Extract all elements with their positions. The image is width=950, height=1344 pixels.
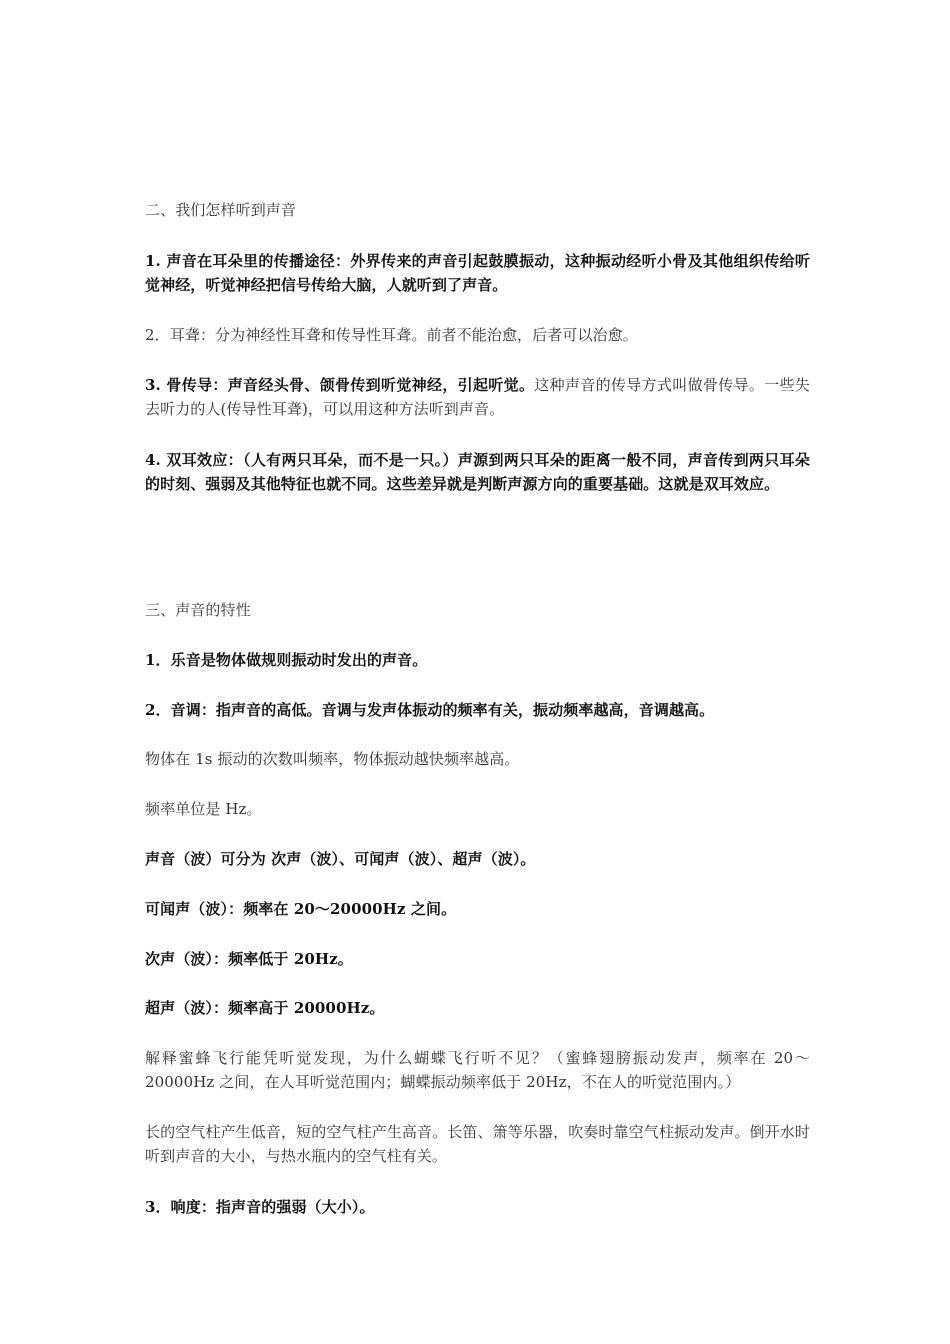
bone-conduction-bold: 3. 骨传导：声音经头骨、颌骨传到听觉神经，引起听觉。 (145, 376, 535, 394)
paragraph-loudness: 3．响度：指声音的强弱（大小）。 (145, 1198, 375, 1216)
paragraph-bee-butterfly: 解释蜜蜂飞行能凭听觉发现，为什么蝴蝶飞行听不见？（蜜蜂翅膀振动发声，频率在 20～20000Hz 之间，在人耳听觉范围内；蝴蝶振动频率低于 20Hz，不在人的听觉范围内。） (145, 1049, 810, 1091)
section-2-heading: 二、我们怎样听到声音 (145, 201, 297, 219)
paragraph-sound-wave-types: 声音（波）可分为 次声（波）、可闻声（波）、超声（波）。 (145, 850, 536, 868)
paragraph-binaural-effect: 4. 双耳效应：（人有两只耳朵，而不是一只。）声源到两只耳朵的距离一般不同，声音传到两只耳朵的时刻、强弱及其他特征也就不同。这些差异就是判断声源方向的重要基础。这就是双耳效应。 (145, 451, 810, 493)
paragraph-audible-sound: 可闻声（波）：频率在 20～20000Hz 之间。 (145, 900, 457, 918)
paragraph-frequency-unit: 频率单位是 Hz。 (145, 800, 262, 818)
paragraph-infrasound: 次声（波）：频率低于 20Hz。 (145, 950, 353, 968)
paragraph-bone-conduction (145, 373, 810, 421)
paragraph-frequency: 物体在 1s 振动的次数叫频率，物体振动越快频率越高。 (145, 750, 520, 768)
bone-conduction-normal: 这种声音的传导方式叫做骨传导。一些失去听力的人(传导性耳聋)，可以用这种方法听到声音。 (145, 376, 810, 418)
section-3-heading: 三、声音的特性 (145, 601, 251, 619)
paragraph-pitch: 2．音调：指声音的高低。音调与发声体振动的频率有关，振动频率越高，音调越高。 (145, 701, 715, 719)
paragraph-sound-pathway: 1. 声音在耳朵里的传播途径：外界传来的声音引起鼓膜振动，这种振动经听小骨及其他组织传给听觉神经，听觉神经把信号传给大脑，人就听到了声音。 (145, 252, 810, 294)
paragraph-deafness: 2．耳聋：分为神经性耳聋和传导性耳聋。前者不能治愈，后者可以治愈。 (145, 326, 638, 344)
paragraph-air-column: 长的空气柱产生低音，短的空气柱产生高音。长笛、箫等乐器，吹奏时靠空气柱振动发声。倒开水时听到声音的大小，与热水瓶内的空气柱有关。 (145, 1123, 810, 1165)
paragraph-ultrasound: 超声（波）：频率高于 20000Hz。 (145, 999, 385, 1017)
paragraph-musical-sound: 1．乐音是物体做规则振动时发出的声音。 (145, 651, 428, 669)
